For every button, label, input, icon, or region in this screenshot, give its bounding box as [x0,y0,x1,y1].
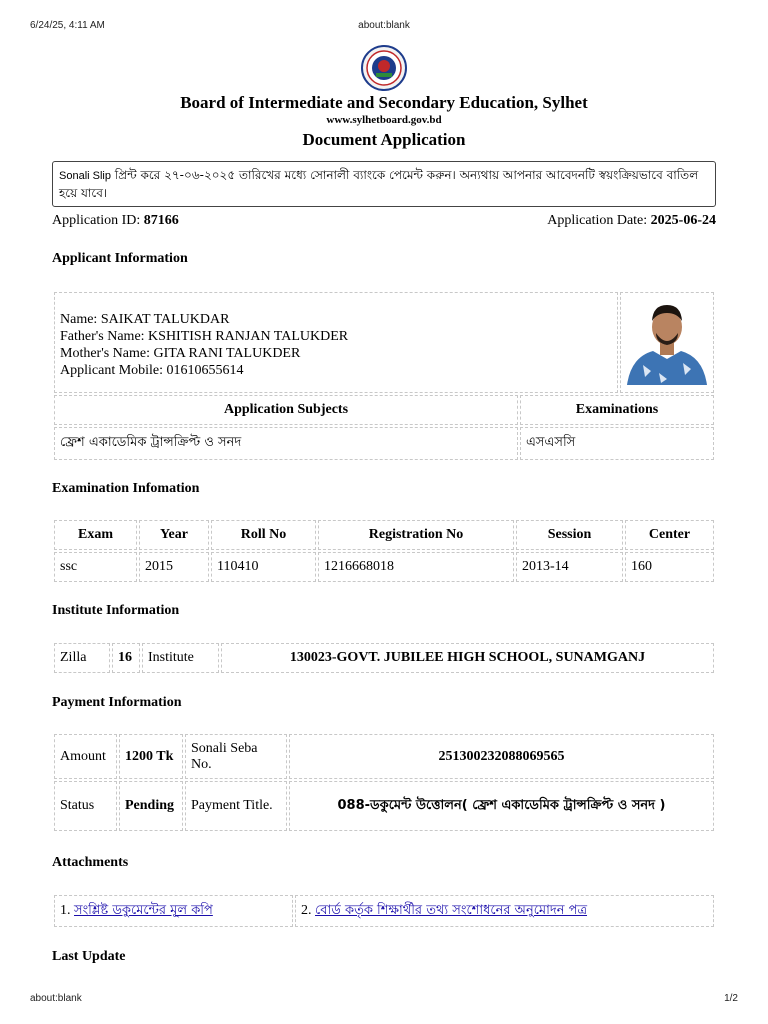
institute-section-title: Institute Information [52,603,180,618]
father-name: Father's Name: KSHITISH RANJAN TALUKDER [60,328,349,344]
board-website: www.sylhetboard.gov.bd [326,114,442,126]
photo-cell [620,292,714,393]
attachment-link-original-copy[interactable]: সংশ্লিষ্ট ডকুমেন্টের মূল কপি [74,902,213,918]
mother-name: Mother's Name: GITA RANI TALUKDER [60,345,301,361]
applicant-mobile: Applicant Mobile: 01610655614 [60,362,244,378]
payment-table [52,732,716,833]
institute-table [52,641,716,675]
applicant-table [52,290,716,395]
last-update-section-title: Last Update [52,949,126,964]
examination-section-title: Examination Infomation [52,481,200,496]
attachment-number: 1. [60,902,74,918]
examination-table [52,518,716,584]
payment-notice [52,161,716,207]
session-cell: 2013-14 [516,552,623,582]
attachment-number: 2. [301,902,315,918]
sonali-seba-number: 251300232088069565 [289,734,714,779]
zilla-value: 16 [112,643,140,673]
registration-col-header: Registration No [318,520,514,550]
exam-cell: ssc [54,552,137,582]
applicant-name: Name: SAIKAT TALUKDAR [60,311,230,327]
attachments-table [52,893,716,929]
notice-text: প্রিন্ট করে ২৭-০৬-২০২৫ তারিখের মধ্যে সোনালী ব্যাংকে পেমেন্ট করুন। অন্যথায় আপনার আবেদনটি স্বয়ংক্রিয়ভাবে বাতিল হয়ে যাবে। [59,168,699,200]
applicant-details [54,292,618,393]
application-subjects-table [52,393,716,462]
status-value: Pending [119,781,183,831]
seba-label: Sonali Seba No. [185,734,287,779]
print-url: about:blank [358,20,410,31]
examinations-header: Examinations [520,395,714,425]
zilla-label: Zilla [54,643,110,673]
institute-name: 130023-GOVT. JUBILEE HIGH SCHOOL, SUNAMGANJ [221,643,714,673]
attachments-section-title: Attachments [52,855,129,870]
application-date-label: Application Date: [547,213,651,228]
board-logo [361,45,407,91]
center-cell: 160 [625,552,714,582]
year-cell: 2015 [139,552,209,582]
application-id-label: Application ID: [52,213,144,228]
applicant-photo [623,295,711,385]
payment-section-title: Payment Information [52,695,182,710]
year-col-header: Year [139,520,209,550]
application-date: 2025-06-24 [650,213,716,228]
status-label: Status [54,781,117,831]
institute-label: Institute [142,643,219,673]
application-id: 87166 [143,213,179,228]
payment-title: 088-ডকুমেন্ট উত্তোলন( ফ্রেশ একাডেমিক ট্রান্সক্রিপ্ট ও সনদ ) [289,781,714,831]
payment-title-label: Payment Title. [185,781,287,831]
page-number: 1/2 [724,993,738,1004]
document-title: Document Application [302,130,466,149]
roll-col-header: Roll No [211,520,316,550]
application-examination: এসএসসি [520,427,714,460]
print-datetime: 6/24/25, 4:11 AM [30,20,105,31]
center-col-header: Center [625,520,714,550]
session-col-header: Session [516,520,623,550]
attachment-item [54,895,293,927]
attachment-item [295,895,714,927]
amount-value: 1200 Tk [119,734,183,779]
application-meta [52,213,716,229]
registration-cell: 1216668018 [318,552,514,582]
amount-label: Amount [54,734,117,779]
footer-url: about:blank [30,993,82,1004]
board-title: Board of Intermediate and Secondary Education, Sylhet [180,93,588,112]
exam-col-header: Exam [54,520,137,550]
roll-cell: 110410 [211,552,316,582]
applicant-section-title: Applicant Information [52,251,188,266]
notice-prefix: Sonali Slip [59,170,111,182]
subjects-header: Application Subjects [54,395,518,425]
attachment-link-approval-letter[interactable]: বোর্ড কর্তৃক শিক্ষার্থীর তথ্য সংশোধনের অনুমোদন পত্র [315,902,588,918]
application-subject: ফ্রেশ একাডেমিক ট্রান্সক্রিপ্ট ও সনদ [54,427,518,460]
